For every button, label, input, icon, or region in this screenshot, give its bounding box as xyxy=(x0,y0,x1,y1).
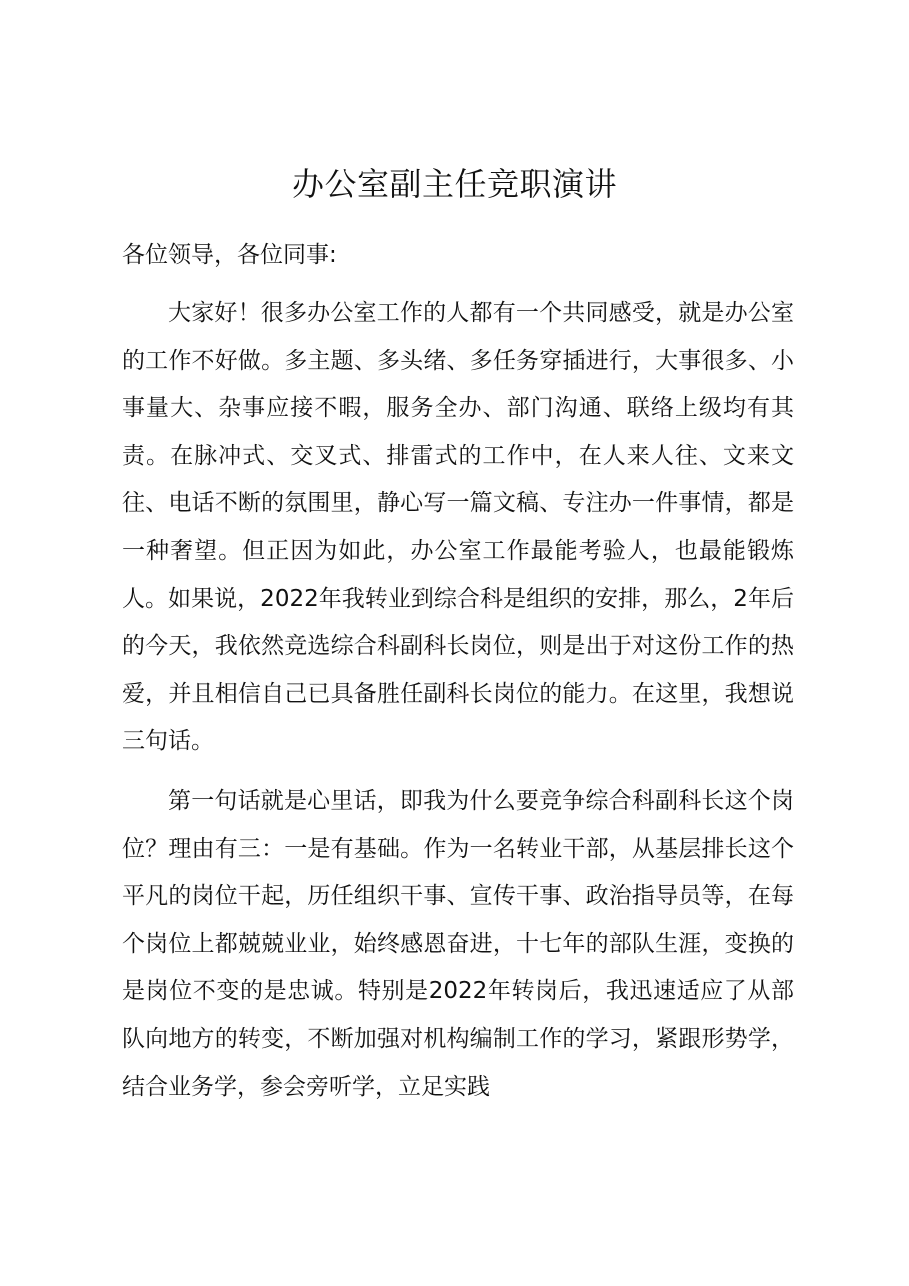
document-title: 办公室副主任竞职演讲 xyxy=(291,165,617,203)
paragraph-2: 第一句话就是心里话，即我为什么要竞争综合科副科长这个岗位？理由有三：一是有基础。作为一名转业干部，从基层排长这个平凡的岗位干起，历任组织干事、宣传干事、政治指导员等，在每个岗位上都兢兢业业，始终感恩奋进，十七年的部队生涯，变换的是岗位不变的是忠诚。特别是2022年转岗后，我迅速适应了从部队向地方的转变，不断加强对机构编制工作的学习，紧跟形势学，结合业务学，参会旁听学，立足实践 xyxy=(122,788,794,1100)
paragraph-1: 大家好！很多办公室工作的人都有一个共同感受，就是办公室的工作不好做。多主题、多头绪、多任务穿插进行，大事很多、小事量大、杂事应接不暇，服务全办、部门沟通、联络上级均有其责。在脉冲式、交叉式、排雷式的工作中，在人来人往、文来文往、电话不断的氛围里，静心写一篇文稿、专注办一件事情，都是一种奢望。但正因为如此，办公室工作最能考验人，也最能锻炼人。如果说，2022年我转业到综合科是组织的安排，那么，2年后的今天，我依然竞选综合科副科长岗位，则是出于对这份工作的热爱，并且相信自己已具备胜任副科长岗位的能力。在这里，我想说三句话。 xyxy=(122,300,794,755)
salutation: 各位领导，各位同事: xyxy=(122,242,337,268)
